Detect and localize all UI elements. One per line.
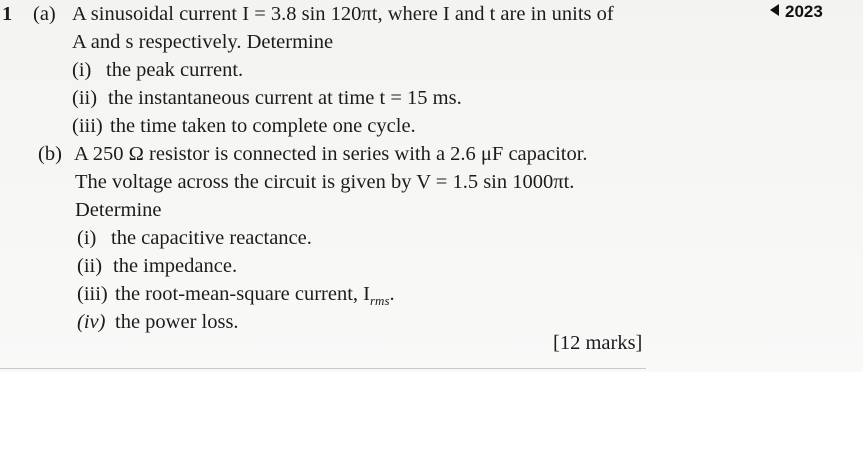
left-triangle-icon <box>770 4 779 16</box>
rms-subscript: rms <box>370 293 390 308</box>
year-label: 2023 <box>785 2 823 21</box>
part-a-item-iii <box>72 114 416 138</box>
part-b-item-iii <box>77 282 395 313</box>
part-a-item-i <box>72 58 243 82</box>
part-b-item-i <box>77 226 312 250</box>
part-b-label: (b) <box>38 143 62 165</box>
part-a-label: (a) <box>33 3 56 25</box>
part-b-line-2: The voltage across the circuit is given by V = 1.5 sin 1000πt. <box>75 171 575 193</box>
part-b-line-3: Determine <box>75 199 162 221</box>
item-number: (iii) <box>72 115 103 137</box>
item-text: the power loss. <box>115 311 239 333</box>
marks-label: [12 marks] <box>553 332 643 354</box>
part-a-item-ii <box>72 86 462 110</box>
divider-rule <box>0 368 646 369</box>
item-text: the capacitive reactance. <box>111 227 312 249</box>
item-text: the time taken to complete one cycle. <box>110 115 416 137</box>
item-number: (i) <box>72 59 92 81</box>
part-b-line-1: A 250 Ω resistor is connected in series with a 2.6 μF capacitor. <box>74 143 588 165</box>
item-number: (ii) <box>72 87 98 109</box>
part-b-item-ii <box>77 254 237 278</box>
item-number: (iv) <box>77 311 106 333</box>
part-a-line-2: A and s respectively. Determine <box>72 31 334 53</box>
year-tag <box>770 2 823 22</box>
item-text: the impedance. <box>113 255 238 277</box>
item-number: (ii) <box>77 255 103 277</box>
question-line-a1 <box>2 2 12 26</box>
item-number: (iii) <box>77 283 108 305</box>
item-suffix: . <box>389 283 395 305</box>
part-a-label-line <box>33 2 56 26</box>
item-text: the instantaneous current at time t = 15 ms. <box>108 87 462 109</box>
part-a-line-1: A sinusoidal current I = 3.8 sin 120πt, where I and t are in units of <box>72 3 614 25</box>
item-text: the root-mean-square current, I <box>115 283 370 305</box>
part-b-item-iv <box>77 310 239 334</box>
item-text: the peak current. <box>106 59 244 81</box>
question-number: 1 <box>2 3 13 25</box>
item-number: (i) <box>77 227 97 249</box>
part-b-label-line <box>38 142 62 166</box>
